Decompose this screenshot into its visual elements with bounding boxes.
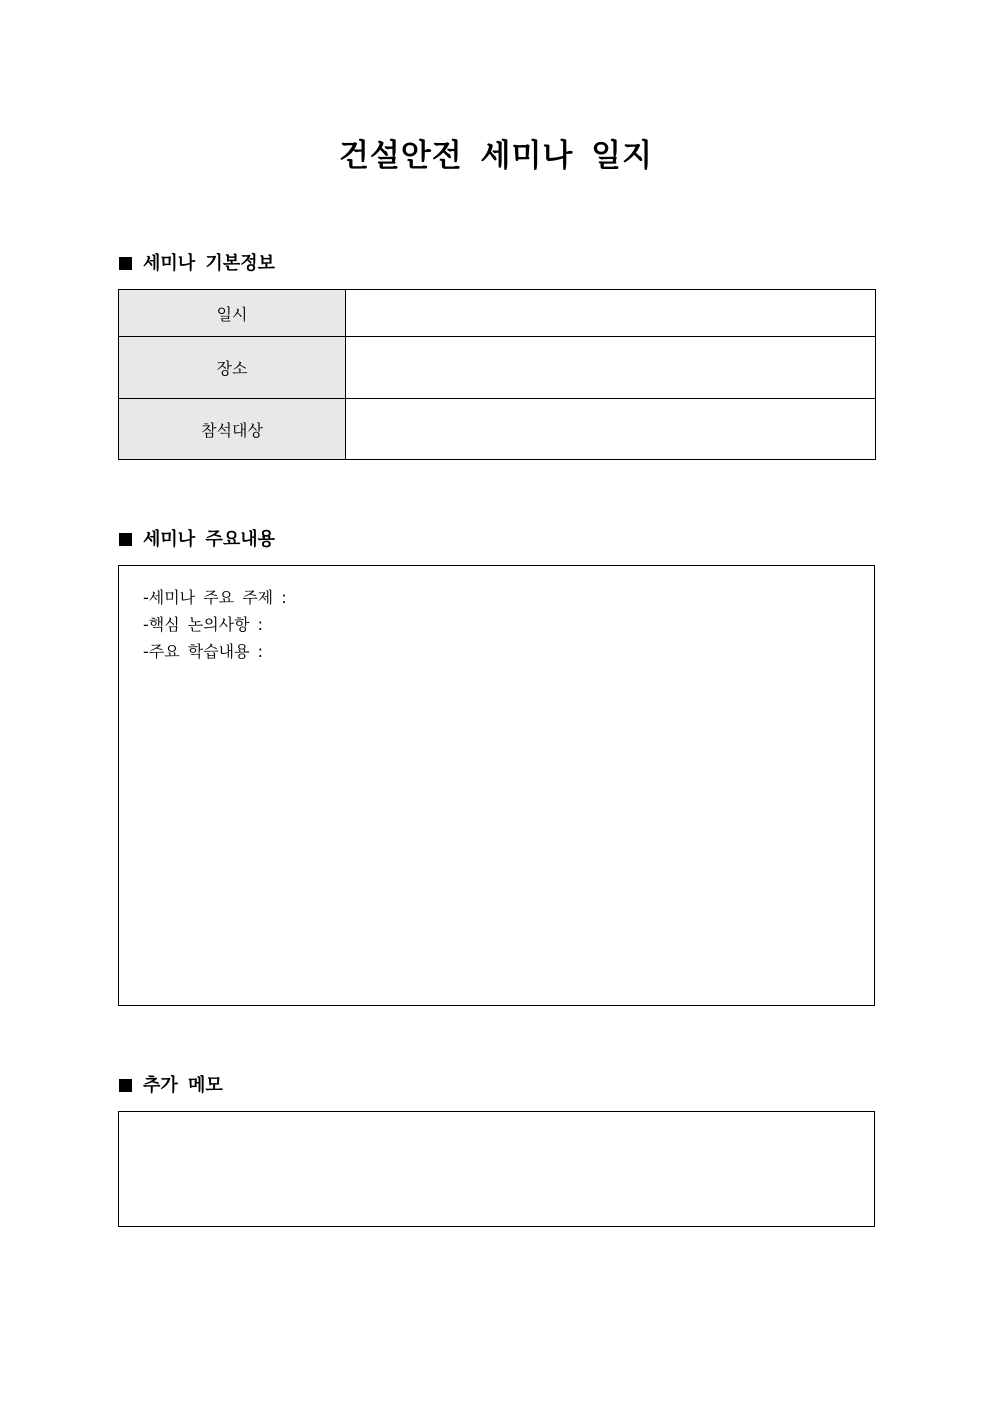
label-cell-attendees: 참석대상	[119, 399, 346, 460]
content-line-discussion: -핵심 논의사항 :	[143, 615, 264, 634]
table-row	[119, 399, 876, 460]
memo-box[interactable]	[118, 1111, 875, 1227]
section-heading-main-content	[119, 528, 275, 552]
black-square-icon	[119, 1079, 132, 1092]
table-row	[119, 290, 876, 337]
black-square-icon	[119, 257, 132, 270]
section-heading-basic-info	[119, 252, 275, 276]
section-heading-label: 추가 메모	[143, 1075, 223, 1096]
basic-info-table	[118, 289, 876, 460]
section-heading-label: 세미나 주요내용	[143, 529, 275, 550]
page-title: 건설안전 세미나 일지	[338, 138, 654, 174]
value-cell-location[interactable]	[346, 337, 876, 399]
content-line-topic: -세미나 주요 주제 :	[143, 588, 287, 607]
label-cell-location: 장소	[119, 337, 346, 399]
section-heading-memo	[119, 1074, 223, 1098]
content-line-learning: -주요 학습내용 :	[143, 642, 264, 661]
table-row	[119, 337, 876, 399]
label-cell-date: 일시	[119, 290, 346, 337]
main-content-lines	[143, 584, 287, 665]
main-content-box[interactable]	[118, 565, 875, 1006]
value-cell-date[interactable]	[346, 290, 876, 337]
section-heading-label: 세미나 기본정보	[143, 253, 275, 274]
black-square-icon	[119, 533, 132, 546]
value-cell-attendees[interactable]	[346, 399, 876, 460]
